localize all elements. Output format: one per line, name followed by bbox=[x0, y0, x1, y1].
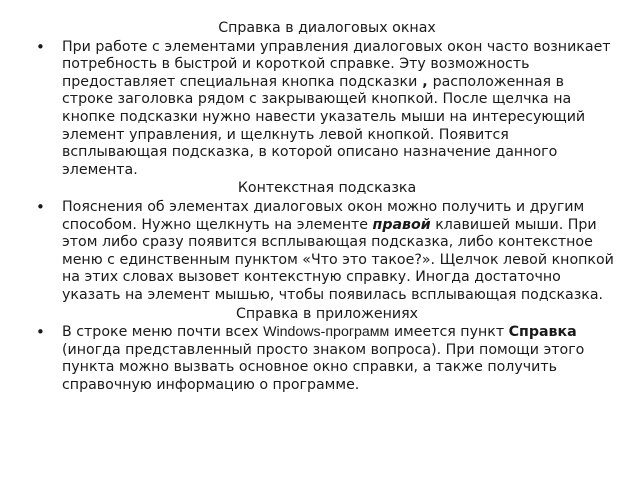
text-span-windows: Windows-программ bbox=[263, 324, 390, 341]
text-span: имеется пункт bbox=[389, 324, 509, 341]
paragraph-context-help bbox=[62, 199, 614, 305]
text-span-emphasis: правой bbox=[372, 216, 431, 233]
text-span: расположенная в строке заголовка рядом с закрывающей кнопкой. После щелчка на кнопке подсказки нужно навести указатель мыши на интересующий элемент управления, и щелкнуть левой кнопкой. Появится всплывающая подсказка, в которой описано назначение данного элемента. bbox=[62, 73, 586, 178]
text-span: При работе с элементами управления диалоговых окон часто возникает потребность в быстрой и короткой справке. Эту возможность предоставляет специальная кнопка подсказки bbox=[62, 38, 611, 90]
text-span: Пояснения об элементах диалоговых окон можно получить и другим способом. Нужно щелкнуть на элементе bbox=[62, 198, 585, 233]
text-span: (иногда представленный просто знаком вопроса). При помощи этого пункта можно вызвать основное окно справки, а также получить справочную информацию о программе. bbox=[62, 341, 585, 393]
section-title-context-help: Контекстная подсказка bbox=[237, 180, 417, 197]
text-span-bold-comma: , bbox=[417, 73, 433, 90]
section-title-dialog-help: Справка в диалоговых окнах bbox=[218, 20, 436, 36]
bullet-icon: • bbox=[36, 197, 45, 216]
paragraph-app-help bbox=[62, 324, 614, 394]
bullet-icon: • bbox=[36, 323, 45, 342]
text-span-emphasis: Справка bbox=[508, 324, 577, 341]
text-span: В строке меню почти всех bbox=[62, 324, 264, 341]
list-item bbox=[34, 199, 614, 305]
bullet-icon: • bbox=[36, 37, 45, 56]
section-title-app-help: Справка в приложениях bbox=[235, 305, 419, 322]
text-span: клавишей мыши. При этом либо сразу появится всплывающая подсказка, либо контекстное меню с единственным пунктом «Что это такое?». Щелчок левой кнопкой на этих словах вызовет контекстную справку. Иногда достаточно указать на элемент мышью, чтобы появилась всплывающая подсказка. bbox=[62, 216, 614, 303]
paragraph-dialog-help bbox=[62, 39, 614, 180]
list-item bbox=[34, 324, 614, 394]
list-item bbox=[34, 39, 614, 180]
